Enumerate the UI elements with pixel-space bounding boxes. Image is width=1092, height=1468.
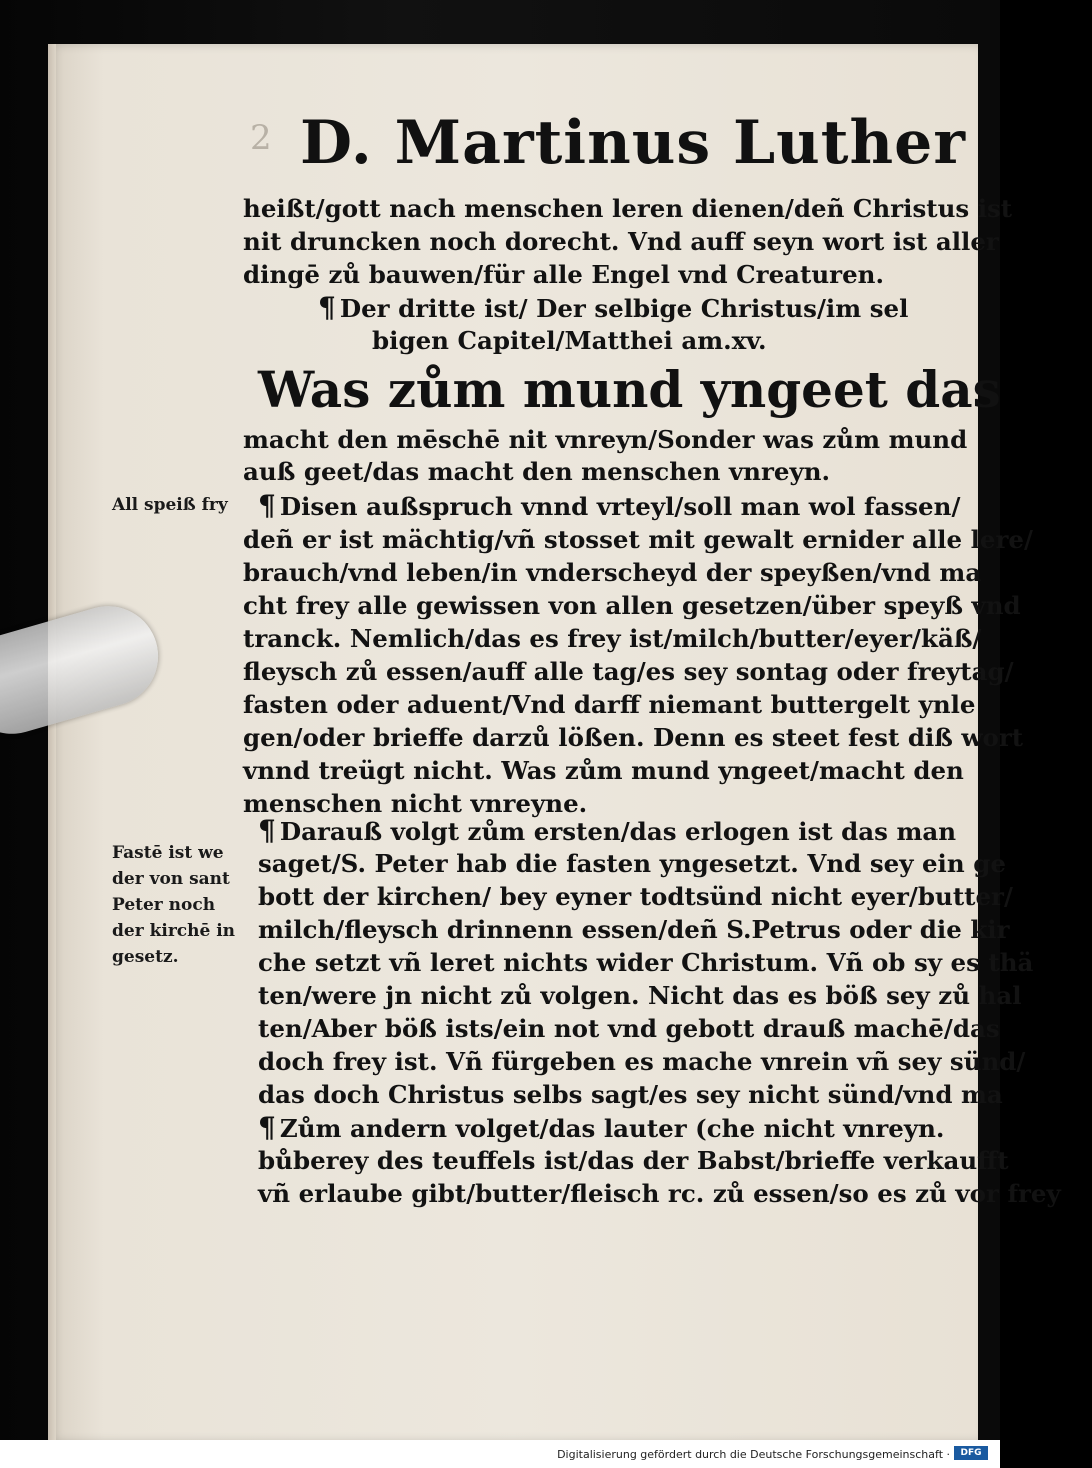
paragraph-mark-icon: ¶: [258, 489, 276, 522]
header-ornament: 2: [250, 118, 276, 158]
text-line: fasten oder aduent/Vnd darff niemant buttergelt ynle: [243, 690, 976, 719]
margin-note: All speiß fry: [112, 495, 228, 515]
text-line: milch/fleysch drinnenn essen/deñ S.Petrus oder die kir: [258, 915, 1010, 944]
large-quote-line: Was zům mund yngeet das: [258, 360, 1001, 419]
text-line: bigen Capitel/Matthei am.xv.: [372, 326, 767, 355]
text-line: auß geet/das macht den menschen vnreyn.: [243, 457, 831, 486]
text-line: vñ erlaube gibt/butter/fleisch rc. zů essen/so es zů vor frey: [258, 1179, 1061, 1208]
funding-credit: Digitalisierung gefördert durch die Deutsche Forschungsgemeinschaft ·: [557, 1448, 950, 1461]
text-line: brauch/vnd leben/in vnderscheyd der speyßen/vnd ma: [243, 558, 982, 587]
dfg-logo: DFG: [954, 1446, 988, 1460]
paragraph-mark-icon: ¶: [258, 814, 276, 847]
text-line: doch frey ist. Vñ fürgeben es mache vnrein vñ sey sünd/: [258, 1047, 1026, 1076]
text-line-content: Zům andern volget/das lauter (che nicht vnreyn.: [279, 1114, 945, 1143]
text-line: [258, 490, 978, 523]
margin-note-block: [112, 840, 244, 970]
paragraph-mark-icon: ¶: [258, 1111, 276, 1144]
text-line: macht den mēschē nit vnreyn/Sonder was zům mund: [243, 425, 968, 454]
text-line: ten/Aber böß ists/ein not vnd gebott drauß machē/das: [258, 1014, 1000, 1043]
text-line: bůberey des teuffels ist/das der Babst/brieffe verkaufft: [258, 1146, 1009, 1175]
margin-note-line: gesetz.: [112, 947, 179, 967]
paragraph-mark-icon: ¶: [318, 291, 336, 324]
text-line-content: Der dritte ist/ Der selbige Christus/im sel: [339, 294, 909, 323]
text-line: ten/were jn nicht zů volgen. Nicht das es böß sey zů hal: [258, 981, 1022, 1010]
text-line: saget/S. Peter hab die fasten yngesetzt. Vnd sey ein ge: [258, 849, 1006, 878]
text-line: heißt/gott nach menschen leren dienen/deñ Christus ist: [243, 194, 1013, 223]
margin-note-line: der von sant: [112, 869, 230, 889]
text-line: [318, 292, 1038, 325]
text-line: nit druncken noch dorecht. Vnd auff seyn wort ist aller: [243, 227, 999, 256]
text-line: das doch Christus selbs sagt/es sey nicht sünd/vnd ma: [258, 1080, 1003, 1109]
text-line: bott der kirchen/ bey eyner todtsünd nicht eyer/butter/: [258, 882, 1013, 911]
page-header-title: D. Martinus Luther: [300, 108, 966, 178]
margin-note-line: Fastē ist we: [112, 843, 224, 863]
page-edge: [48, 44, 56, 1442]
text-line: tranck. Nemlich/das es frey ist/milch/butter/eyer/käß/: [243, 624, 982, 653]
text-line: vnnd treügt nicht. Was zům mund yngeet/macht den: [243, 756, 964, 785]
text-line: cht frey alle gewissen von allen gesetzen/über speyß vnd: [243, 591, 1021, 620]
text-line: deñ er ist mächtig/vñ stosset mit gewalt ernider alle lere/: [243, 525, 1033, 554]
text-line: che setzt vñ leret nichts wider Christum. Vñ ob sy es thä: [258, 948, 1034, 977]
text-line: fleysch zů essen/auff alle tag/es sey sontag oder freytag/: [243, 657, 1014, 686]
text-line-content: Disen außspruch vnnd vrteyl/soll man wol fassen/: [279, 492, 961, 521]
margin-note-line: Peter noch: [112, 895, 216, 915]
text-line-content: Darauß volgt zům ersten/das erlogen ist das man: [279, 817, 957, 846]
text-line: menschen nicht vnreyne.: [243, 789, 588, 818]
text-line: dingē zů bauwen/für alle Engel vnd Creaturen.: [243, 260, 884, 289]
text-line: gen/oder brieffe darzů lößen. Denn es steet fest diß wort: [243, 723, 1024, 752]
text-line: [258, 1112, 978, 1145]
margin-note-line: der kirchē in: [112, 921, 236, 941]
text-line: [258, 815, 978, 848]
